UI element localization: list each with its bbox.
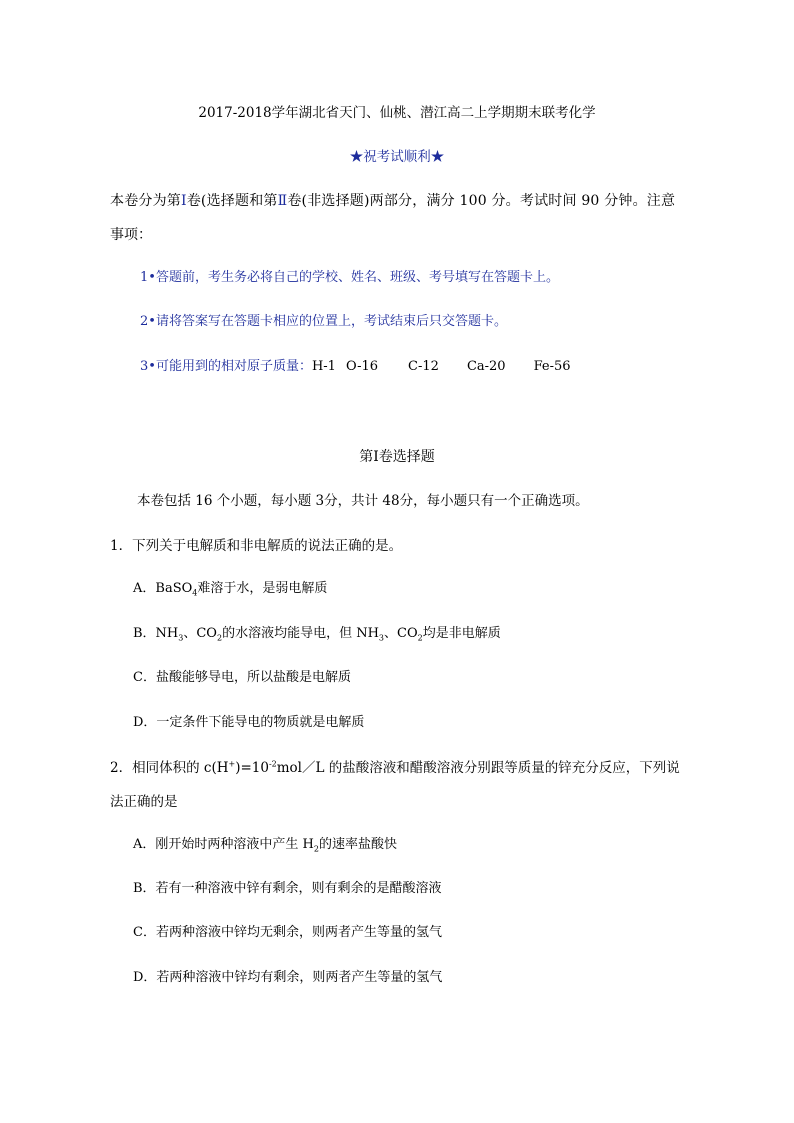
q2-stem-text-2: )=10 <box>235 760 269 776</box>
q2-stem-sup-1: + <box>228 759 236 769</box>
question-1-option-a <box>133 579 327 599</box>
question-1-option-d: D．一定条件下能导电的物质就是电解质 <box>133 715 365 730</box>
intro-line-2: 事项： <box>110 227 152 243</box>
note-1: 1•答题前，考生务必将自己的学校、姓名、班级、考号填写在答题卡上。 <box>140 270 559 285</box>
intro-line-1 <box>110 191 675 211</box>
section-title: 第Ⅰ卷选择题 <box>359 449 435 465</box>
question-1-stem: 1．下列关于电解质和非电解质的说法正确的是。 <box>110 538 403 554</box>
q2-a-text: A．刚开始时两种溶液中产生 H <box>133 837 314 852</box>
question-2-option-d: D．若两种溶液中锌均有剩余，则两者产生等量的氢气 <box>133 970 443 985</box>
question-1-option-c: C．盐酸能够导电，所以盐酸是电解质 <box>133 670 351 685</box>
q1-b-sub-3: 3 <box>378 633 385 643</box>
q1-b-sub-4: 2 <box>417 633 423 643</box>
q2-a-text-post: 的速率盐酸快 <box>318 837 397 852</box>
q1-b-text-1: B．NH <box>133 626 179 641</box>
intro-text-a: 本卷分为第 <box>110 193 181 209</box>
atomic-mass-fe: Fe-56 <box>533 359 571 374</box>
question-2-option-c: C．若两种溶液中锌均无剩余，则两者产生等量的氢气 <box>133 925 442 940</box>
wish-line: ★祝考试顺利★ <box>349 149 445 165</box>
q2-a-subscript: 2 <box>313 844 319 854</box>
intro-text-e: 卷(非选择题)两部分，满分 100 分。考试时间 90 分钟。注意 <box>287 193 676 209</box>
q1-a-text: A．BaSO <box>133 581 193 596</box>
q1-b-text-2: 、CO <box>183 626 217 641</box>
section-description: 本卷包括 16 个小题，每小题 3分，共计 48分，每小题只有一个正确选项。 <box>137 493 589 509</box>
q2-stem-sup-2: -2 <box>268 759 277 769</box>
q1-b-sub-2: 2 <box>216 633 223 643</box>
q1-b-text-4: 、CO <box>384 626 418 641</box>
atomic-mass-ca: Ca-20 <box>466 359 506 374</box>
q1-b-text-5: 均是非电解质 <box>422 626 501 641</box>
q1-b-text-3: 的水溶液均能导电，但 NH <box>222 626 379 641</box>
q1-a-subscript: 4 <box>192 588 198 598</box>
question-2-option-a <box>133 835 397 855</box>
note-3-label: 3•可能用到的相对原子质量： <box>140 359 312 374</box>
note-3 <box>140 357 571 377</box>
note-2: 2•请将答案写在答题卡相应的位置上，考试结束后只交答题卡。 <box>140 314 507 329</box>
q1-a-text-post: 难溶于水，是弱电解质 <box>197 581 328 596</box>
question-2-option-b: B．若有一种溶液中锌有剩余，则有剩余的是醋酸溶液 <box>133 881 442 896</box>
question-2-stem <box>110 758 680 778</box>
intro-roman-1: Ⅰ <box>181 193 187 209</box>
q2-stem-text-1: 2．相同体积的 c(H <box>110 760 229 776</box>
intro-roman-2: Ⅱ <box>277 193 288 209</box>
atomic-mass-c: C-12 <box>408 359 439 374</box>
question-1-option-b <box>133 624 501 644</box>
atomic-mass-o: O-16 <box>345 359 379 374</box>
q2-stem-text-3: mol／L 的盐酸溶液和醋酸溶液分别跟等质量的锌充分反应，下列说 <box>276 760 680 776</box>
intro-text-c: 卷(选择题和第 <box>186 193 278 209</box>
document-title: 2017-2018学年湖北省天门、仙桃、潜江高二上学期期末联考化学 <box>198 105 596 121</box>
atomic-mass-h: H-1 <box>311 359 336 374</box>
q1-b-sub-1: 3 <box>178 633 184 643</box>
question-2-stem-line-2: 法正确的是 <box>110 794 178 810</box>
